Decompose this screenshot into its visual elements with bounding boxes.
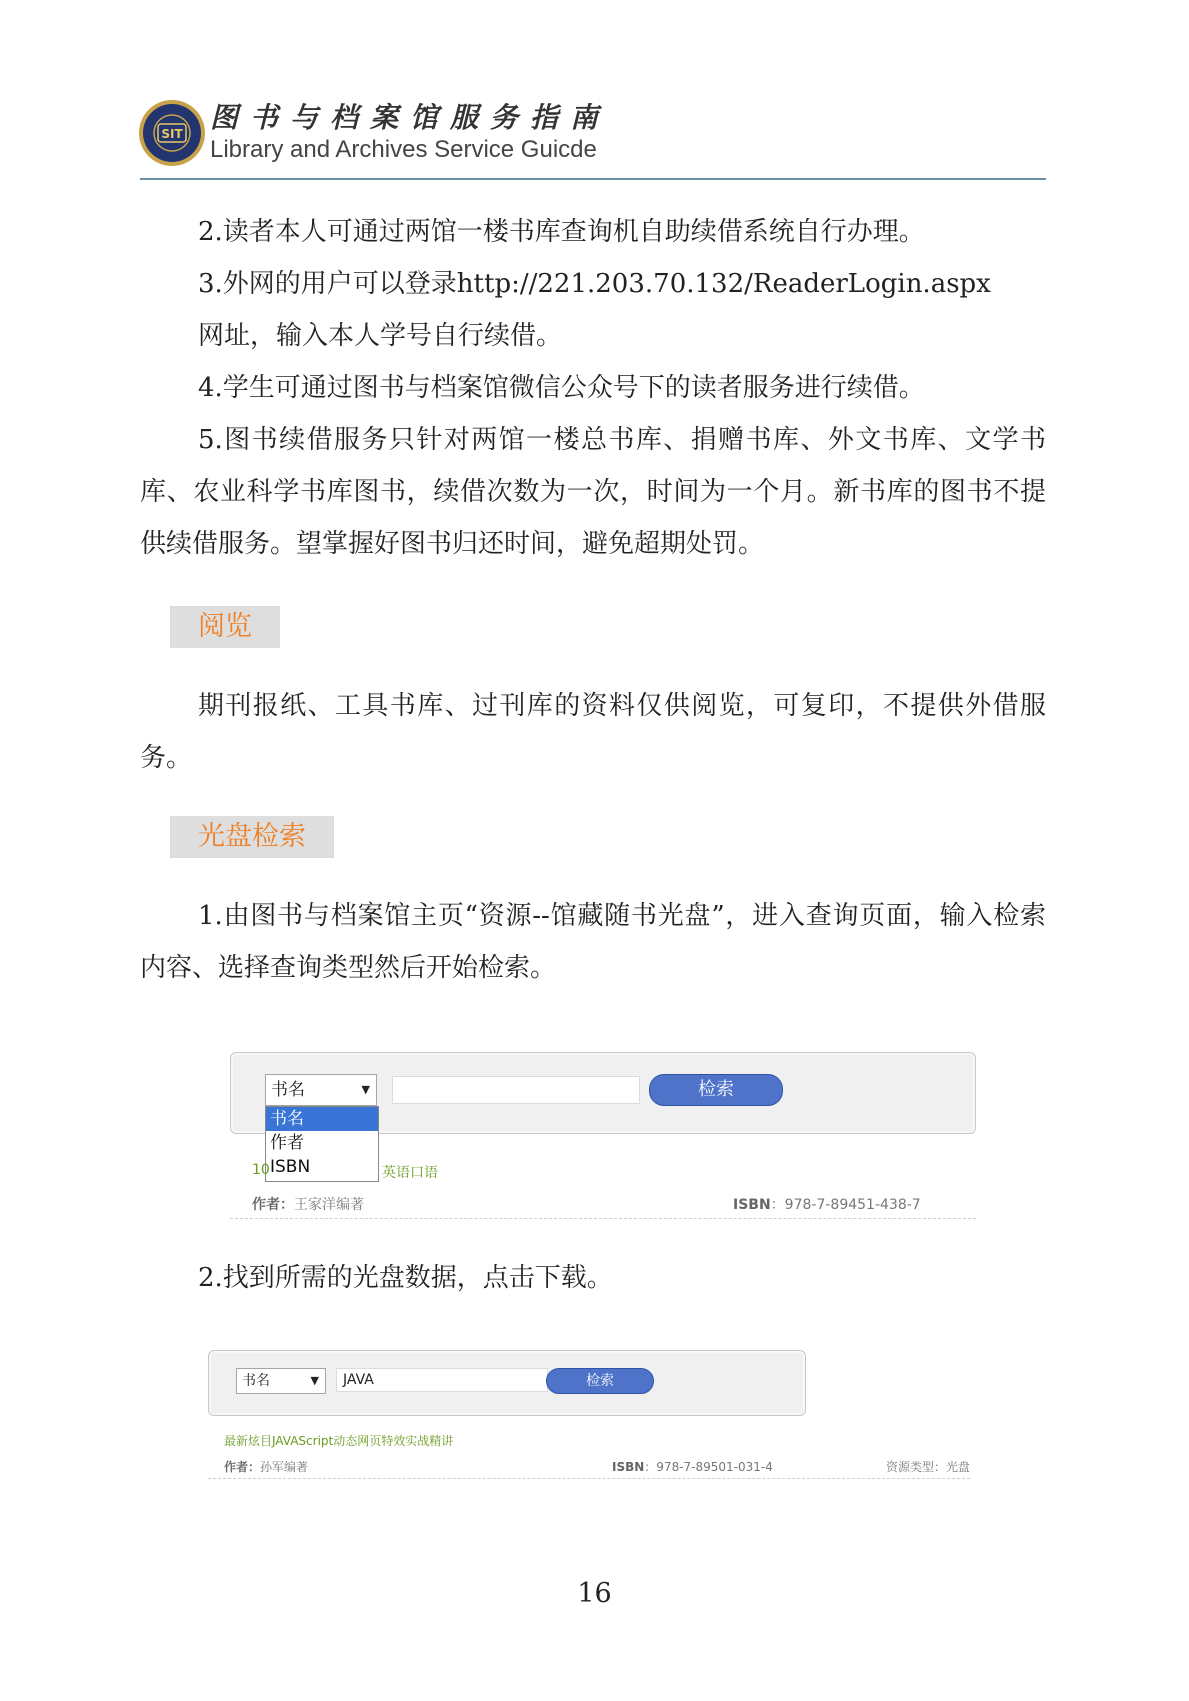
screenshot-search-dropdown [230,1052,976,1222]
logo-text: SIT [161,127,183,141]
search-button-2[interactable]: 检索 [546,1368,654,1394]
renewal-item-2: 2.读者本人可通过两馆一楼书库查询机自助续借系统自行办理。 [198,217,925,247]
search-input-value: JAVA [343,1372,374,1388]
isbn-value-2: ：978-7-89501-031-4 [644,1460,773,1474]
dropdown-arrow-icon: ▼ [361,1083,370,1096]
result-title[interactable]: 英语口语 [382,1165,438,1181]
query-type-selected: 书名 [271,1080,305,1100]
section-label-cd-search: 光盘检索 [170,816,334,858]
author-value: 王家洋编著 [294,1197,364,1213]
screenshot-search-results [208,1350,970,1480]
page-number: 16 [577,1578,612,1609]
result-title-2[interactable]: 最新炫目JAVAScript动态网页特效实战精讲 [224,1434,454,1448]
query-type-select-2[interactable] [236,1368,326,1394]
isbn-value: ：978-7-89451-438-7 [770,1197,921,1213]
search-input-2[interactable] [336,1368,548,1392]
isbn-label-2: ISBN [612,1460,645,1474]
result-resource-type: 资源类型：光盘 [886,1460,971,1474]
search-button[interactable]: 检索 [649,1074,783,1106]
result-prefix: 10 [252,1162,270,1178]
renewal-item-3: 3.外网的用户可以登录http://221.203.70.132/ReaderLogin.aspx [198,269,991,299]
result-author [252,1194,364,1214]
result-author-2 [224,1458,308,1475]
result-isbn-2 [612,1458,773,1475]
cd-search-step2-paragraph [140,1252,1046,1304]
library-seal-logo [137,98,207,168]
author-value-2: 孙军编著 [260,1460,309,1474]
reading-text: 期刊报纸、工具书库、过刊库的资料仅供阅览，可复印，不提供外借服务。 [140,691,1046,773]
dropdown-arrow-icon-2: ▼ [310,1374,319,1387]
reading-paragraph [140,680,1046,784]
result-divider-2 [208,1478,970,1479]
renewal-item-3-cont: 网址，输入本人学号自行续借。 [198,321,563,351]
option-author[interactable]: 作者 [270,1133,304,1153]
cd-search-step2: 2.找到所需的光盘数据，点击下载。 [198,1263,613,1293]
isbn-label: ISBN [733,1197,771,1213]
author-label: 作者： [252,1197,294,1213]
page-header-title-en: Library and Archives Service Guicde [210,136,597,163]
result-isbn [733,1194,921,1214]
query-type-select[interactable] [265,1074,377,1106]
cd-search-step1-paragraph [140,890,1046,994]
renewal-item-4: 4.学生可通过图书与档案馆微信公众号下的读者服务进行续借。 [198,373,925,403]
cd-search-step1: 1.由图书与档案馆主页“资源--馆藏随书光盘”，进入查询页面，输入检索内容、选择查询类型然后开始检索。 [140,901,1046,983]
renewal-item-5: 5.图书续借服务只针对两馆一楼总书库、捐赠书库、外文书库、文学书库、农业科学书库图书，续借次数为一次，时间为一个月。新书库的图书不提供续借服务。望掌握好图书归还时间，避免超期处罚。 [140,425,1046,559]
author-label-2: 作者： [224,1460,261,1474]
page-header-title-cn: 图书与档案馆服务指南 [210,101,611,134]
query-type-options [265,1106,379,1182]
header-rule [140,178,1046,180]
search-input[interactable] [392,1076,640,1104]
result-divider [230,1218,976,1219]
option-title[interactable]: 书名 [266,1107,378,1131]
renewal-section [140,206,1046,570]
query-type-selected-2: 书名 [242,1373,270,1389]
option-isbn[interactable]: ISBN [270,1157,311,1177]
section-label-reading: 阅览 [170,606,280,648]
